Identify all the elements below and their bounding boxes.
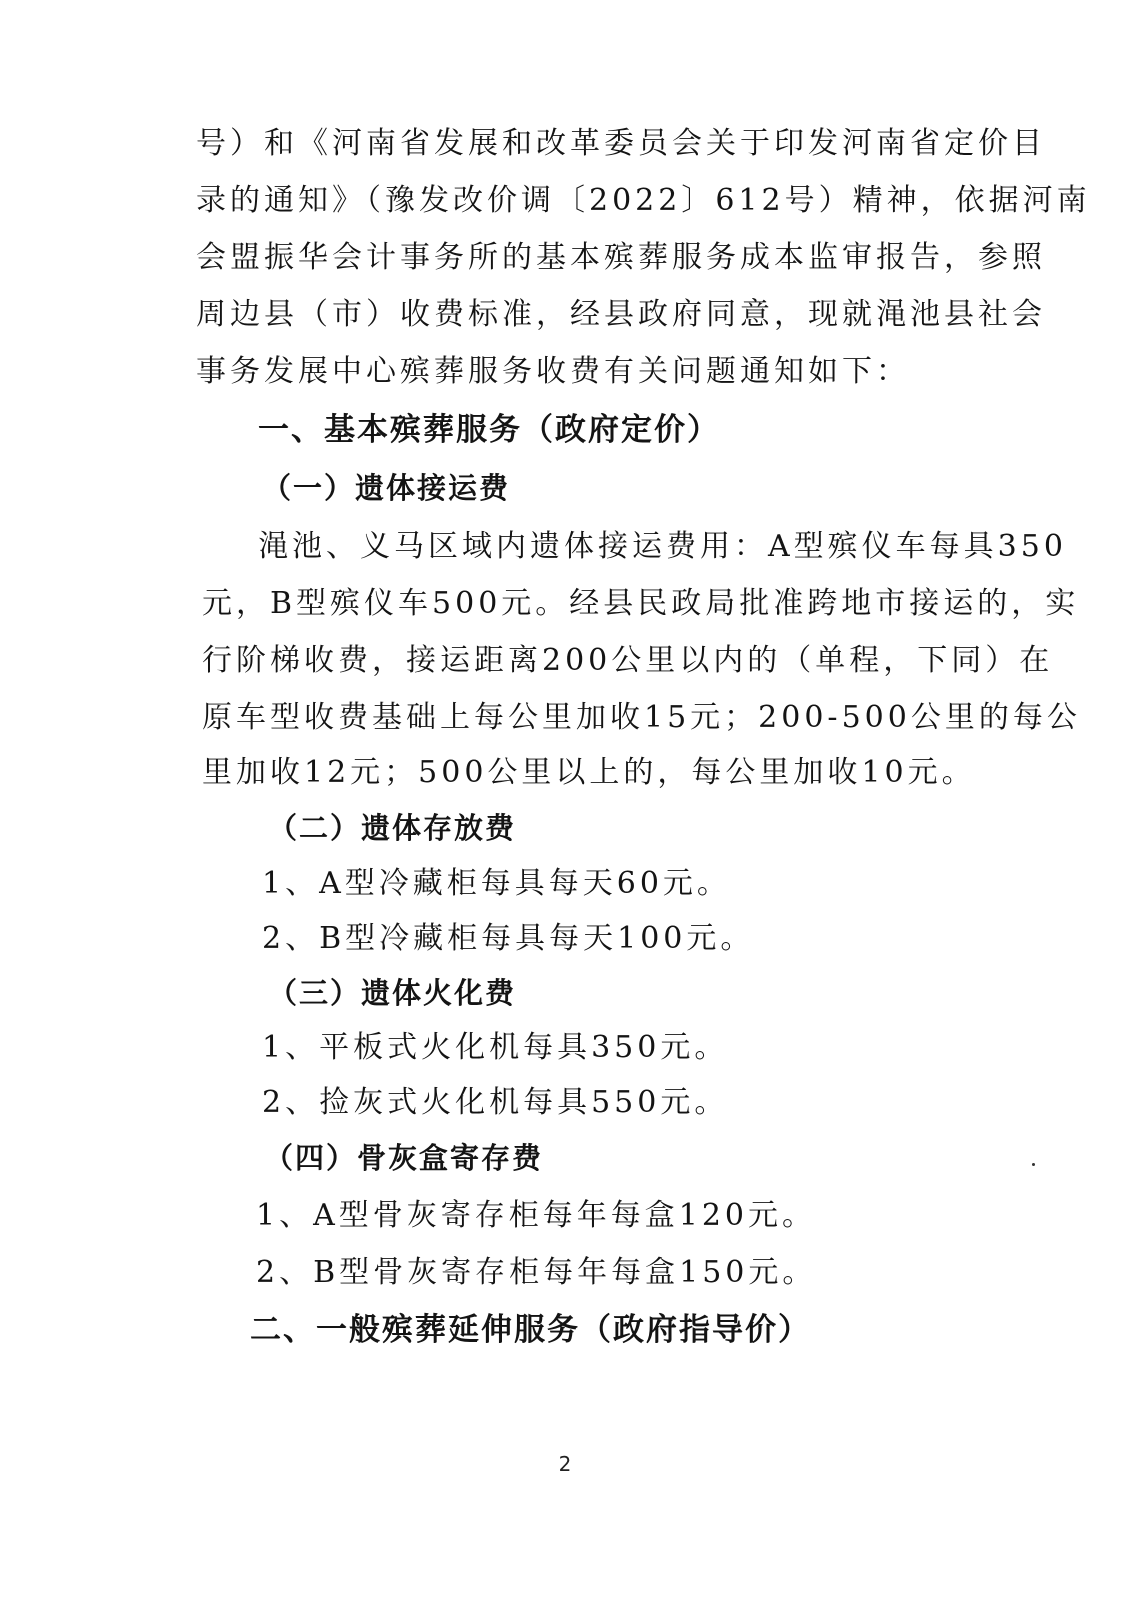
intro-line-3: 会盟振华会计事务所的基本殡葬服务成本监审报告，参照 bbox=[196, 240, 1046, 275]
sub2-item-1: 1、A型冷藏柜每具每天60元。 bbox=[262, 866, 731, 901]
sub4-item-1: 1、A型骨灰寄存柜每年每盒120元。 bbox=[256, 1198, 817, 1233]
sub1-line-1: 渑池、义马区域内遗体接运费用：A型殡仪车每具350 bbox=[258, 529, 1067, 564]
sub1-line-4: 原车型收费基础上每公里加收15元；200-500公里的每公 bbox=[202, 700, 1081, 735]
section2-heading: 二、一般殡葬延伸服务（政府指导价） bbox=[250, 1312, 811, 1348]
sub3-item-1: 1、平板式火化机每具350元。 bbox=[262, 1030, 729, 1065]
intro-line-4: 周边县（市）收费标准，经县政府同意，现就渑池县社会 bbox=[196, 297, 1046, 332]
sub1-line-3: 行阶梯收费，接运距离200公里以内的（单程，下同）在 bbox=[202, 643, 1054, 678]
sub1-line-2: 元，B型殡仪车500元。经县民政局批准跨地市接运的，实 bbox=[202, 586, 1080, 621]
sub2-item-2: 2、B型冷藏柜每具每天100元。 bbox=[262, 921, 755, 956]
sub4-item-2: 2、B型骨灰寄存柜每年每盒150元。 bbox=[256, 1255, 817, 1290]
scan-speck bbox=[1032, 1163, 1035, 1166]
sub1-heading: （一）遗体接运费 bbox=[262, 471, 511, 505]
sub3-item-2: 2、捡灰式火化机每具550元。 bbox=[262, 1085, 729, 1120]
page-number: 2 bbox=[558, 1452, 572, 1476]
section1-heading: 一、基本殡葬服务（政府定价） bbox=[258, 412, 720, 448]
sub4-heading: （四）骨灰盒寄存费 bbox=[264, 1141, 544, 1175]
sub3-heading: （三）遗体火化费 bbox=[268, 976, 517, 1010]
sub2-heading: （二）遗体存放费 bbox=[268, 811, 517, 845]
intro-line-5: 事务发展中心殡葬服务收费有关问题通知如下： bbox=[196, 354, 910, 389]
intro-line-1: 号）和《河南省发展和改革委员会关于印发河南省定价目 bbox=[196, 126, 1046, 161]
sub1-line-5: 里加收12元；500公里以上的，每公里加收10元。 bbox=[202, 755, 976, 790]
intro-line-2: 录的通知》（豫发改价调〔2022〕612号）精神，依据河南 bbox=[196, 183, 1091, 218]
